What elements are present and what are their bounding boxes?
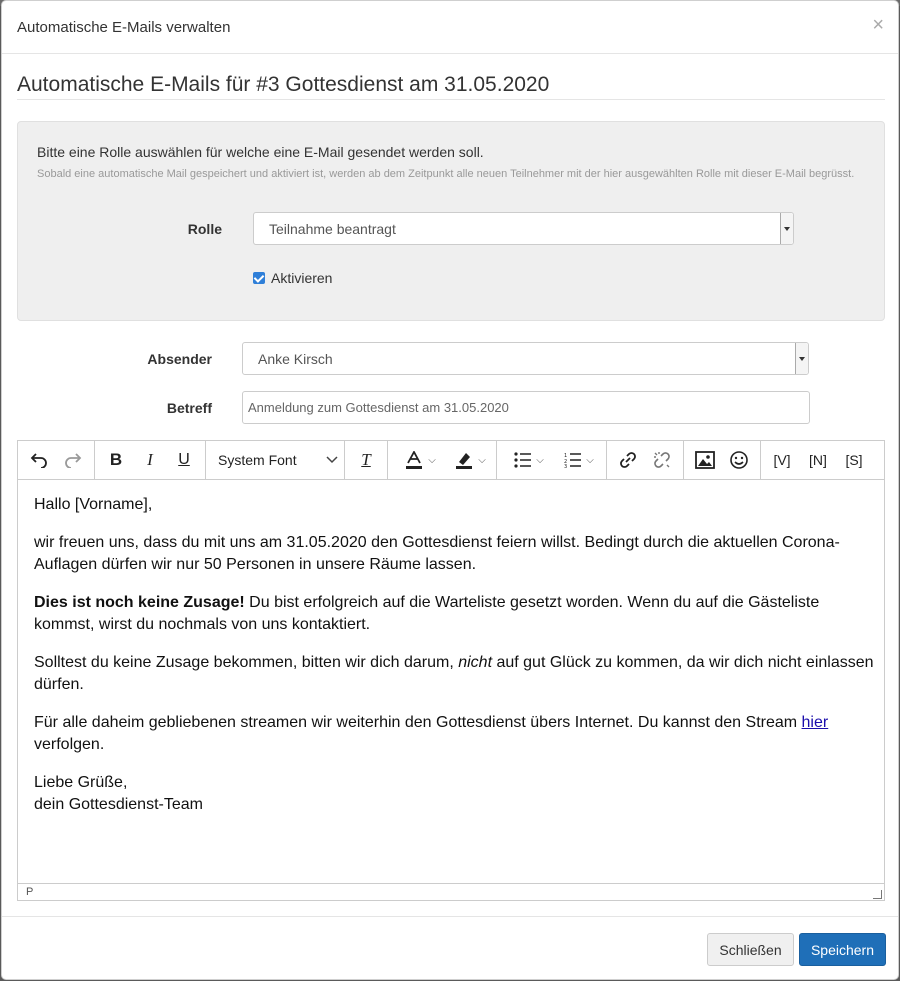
subject-input-value: Anmeldung zum Gottesdienst am 31.05.2020 — [248, 400, 509, 415]
role-select-value: Teilnahme beantragt — [269, 221, 396, 237]
greeting-paragraph: Hallo [Vorname], — [34, 496, 153, 513]
bullet-list-button[interactable] — [507, 449, 551, 471]
role-select[interactable] — [253, 212, 794, 245]
paragraph-3-b: auf gut Glück zu kommen, da wir dich nicht einlassen dürfen. — [34, 654, 874, 693]
redo-icon[interactable] — [62, 449, 84, 471]
role-hint: Bitte eine Rolle auswählen für welche eine E-Mail gesendet werden soll. — [37, 144, 484, 160]
paragraph-3-italic: nicht — [458, 654, 493, 671]
editor-toolbar — [18, 441, 884, 480]
paragraph-4-a: Für alle daheim gebliebenen streamen wir weiterhin den Gottesdienst übers Internet. Du kannst den Stream — [34, 714, 802, 731]
text-color-icon — [404, 451, 424, 469]
bold-icon[interactable]: B — [109, 450, 123, 469]
chevron-down-icon: ⌵ — [428, 454, 436, 466]
paragraph-2-rest: Du bist erfolgreich auf die Warteliste gesetzt worden. Wenn du auf die Gästeliste kommst, wirst du nochmals von uns kontaktiert. — [34, 594, 820, 633]
rich-text-editor[interactable] — [17, 440, 885, 901]
highlight-color-button[interactable] — [448, 449, 492, 471]
italic-icon[interactable]: I — [147, 450, 153, 469]
toolbar-group-format — [95, 441, 206, 479]
paragraph-3 — [34, 652, 874, 696]
toolbar-group-history — [18, 441, 95, 479]
svg-text:1: 1 — [564, 453, 568, 459]
sender-label: Absender — [147, 351, 212, 367]
underline-icon[interactable]: U — [178, 451, 190, 468]
auto-email-modal — [1, 0, 899, 980]
image-icon[interactable] — [694, 449, 716, 471]
element-path[interactable]: P — [26, 886, 34, 898]
paragraph-2 — [34, 592, 874, 636]
numbered-list-icon — [564, 452, 582, 468]
link-icon[interactable] — [617, 449, 639, 471]
svg-text:2: 2 — [564, 459, 568, 465]
toolbar-group-insert — [684, 441, 761, 479]
numbered-list-button[interactable] — [557, 449, 601, 471]
paragraph-4 — [34, 712, 874, 756]
resize-handle-icon[interactable] — [873, 890, 882, 899]
chevron-down-icon — [780, 213, 793, 244]
chevron-down-icon — [795, 343, 808, 374]
highlight-icon — [454, 451, 474, 469]
save-button[interactable]: Speichern — [799, 933, 886, 966]
closing-line-2: dein Gottesdienst-Team — [34, 796, 203, 813]
font-family-select[interactable] — [218, 449, 338, 471]
paragraph-3-a: Solltest du keine Zusage bekommen, bitten wir dich darum, — [34, 654, 459, 671]
role-settings-panel — [17, 121, 885, 321]
placeholder-s-button[interactable]: [S] — [845, 452, 863, 468]
clear-format-icon[interactable]: T — [361, 450, 371, 469]
paragraph-2-bold: Dies ist noch keine Zusage! — [34, 594, 245, 611]
unlink-icon[interactable] — [651, 449, 673, 471]
subject-label: Betreff — [166, 400, 212, 416]
activate-row[interactable] — [253, 270, 332, 286]
toolbar-group-font — [206, 441, 345, 479]
toolbar-group-colors — [388, 441, 497, 479]
page-title: Automatische E-Mails für #3 Gottesdienst am 31.05.2020 — [17, 73, 550, 96]
toolbar-group-lists — [497, 441, 607, 479]
emoji-icon[interactable] — [728, 449, 750, 471]
sender-select-value: Anke Kirsch — [258, 351, 333, 367]
activate-checkbox[interactable] — [253, 272, 265, 284]
chevron-down-icon: ⌵ — [586, 454, 594, 466]
divider — [17, 99, 885, 100]
paragraph-1: wir freuen uns, dass du mit uns am 31.05.2020 den Gottesdienst feiern willst. Bedingt durch die aktuellen Corona-Auflagen dürfen wir nur 50 Personen in unsere Räume lassen. — [34, 534, 840, 573]
text-color-button[interactable] — [398, 449, 442, 471]
placeholder-v-button[interactable]: [V] — [773, 452, 791, 468]
footer-divider — [2, 916, 898, 917]
close-icon[interactable]: × — [872, 14, 884, 36]
activate-label: Aktivieren — [271, 270, 333, 286]
chevron-down-icon: ⌵ — [478, 454, 486, 466]
editor-statusbar — [18, 883, 884, 901]
stream-link[interactable]: hier — [801, 714, 829, 731]
close-button[interactable]: Schließen — [707, 933, 794, 966]
undo-icon[interactable] — [28, 449, 50, 471]
role-label: Rolle — [187, 221, 222, 237]
chevron-down-icon — [326, 456, 338, 464]
role-subhint: Sobald eine automatische Mail gespeichert und aktiviert ist, werden ab dem Zeitpunkt alle neuen Teilnehmer mit der hier ausgewählten Rolle mit dieser E-Mail begrüsst. — [37, 168, 855, 180]
subject-input[interactable] — [242, 391, 810, 424]
closing-line-1: Liebe Grüße, — [34, 774, 128, 791]
toolbar-group-clear — [345, 441, 388, 479]
bullet-list-icon — [514, 452, 532, 468]
sender-select[interactable] — [242, 342, 809, 375]
paragraph-4-b: verfolgen. — [34, 736, 105, 753]
font-family-value: System Font — [218, 452, 297, 468]
svg-text:3: 3 — [564, 464, 568, 468]
toolbar-group-links — [607, 441, 684, 479]
chevron-down-icon: ⌵ — [536, 454, 544, 466]
modal-header — [2, 1, 898, 54]
modal-title: Automatische E-Mails verwalten — [17, 19, 231, 36]
editor-content[interactable] — [34, 494, 874, 832]
closing-paragraph — [34, 772, 874, 816]
placeholder-n-button[interactable]: [N] — [809, 452, 827, 468]
